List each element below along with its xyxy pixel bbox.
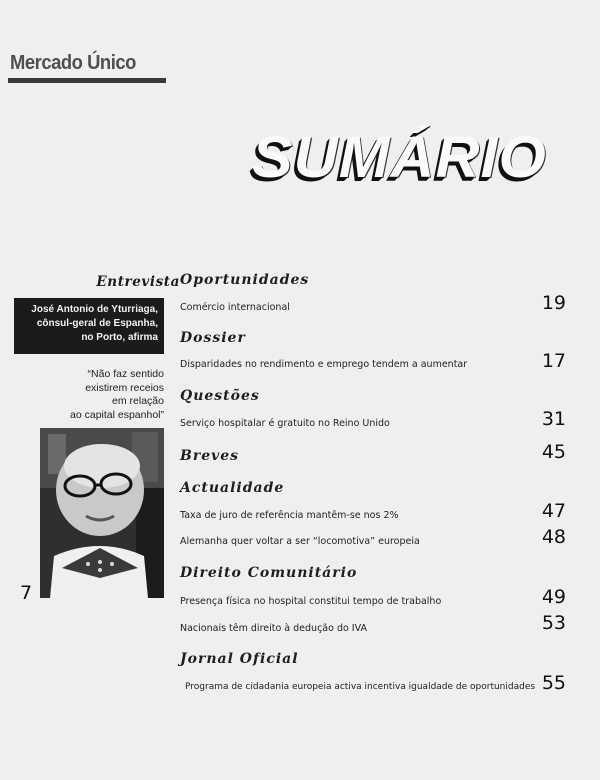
interview-box-line: no Porto, afirma	[81, 332, 158, 343]
page-number: 53	[541, 612, 566, 634]
page-number: 31	[541, 408, 566, 430]
brand-underline	[8, 78, 166, 83]
section-dossier: Dossier	[180, 330, 246, 346]
quote-line: ao capital espanhol”	[70, 408, 164, 421]
page-number: 48	[541, 526, 566, 548]
section-jornal-oficial: Jornal Oficial	[180, 651, 299, 667]
interview-box	[14, 298, 164, 354]
article-item: Taxa de juro de referência mantêm-se nos 2%	[180, 510, 399, 521]
article-item: Programa de cidadania europeia activa incentiva igualdade de oportunidades	[185, 682, 536, 692]
section-actualidade: Actualidade	[180, 480, 285, 496]
article-item: Presença física no hospital constitui tempo de trabalho	[180, 596, 442, 607]
quote-line: existirem receios	[85, 381, 164, 394]
portrait-icon	[40, 428, 164, 598]
page-number: 49	[541, 586, 566, 608]
page-number: 17	[541, 350, 566, 372]
interview-quote	[14, 368, 164, 422]
page-number: 45	[541, 441, 566, 463]
interview-label: Entrevista	[96, 274, 180, 290]
section-oportunidades: Oportunidades	[180, 272, 310, 288]
article-item: Nacionais têm direito à dedução do IVA	[180, 623, 368, 634]
section-questoes: Questões	[180, 388, 260, 404]
article-item: Comércio internacional	[180, 302, 290, 313]
quote-line: “Não faz sentido	[87, 368, 164, 380]
quote-line: em relação	[112, 395, 164, 407]
page-title: SUMÁRIO	[252, 125, 547, 190]
article-item: Alemanha quer voltar a ser “locomotiva” europeia	[180, 536, 420, 547]
portrait-photo	[40, 428, 164, 598]
interview-page-number: 7	[20, 582, 33, 604]
section-direito-comunitario: Direito Comunitário	[180, 565, 358, 581]
article-item: Serviço hospitalar é gratuito no Reino Unido	[180, 418, 390, 429]
section-breves: Breves	[180, 448, 240, 464]
page-number: 55	[541, 672, 566, 694]
page-number: 19	[541, 292, 566, 314]
interview-box-line: José Antonio de Yturriaga,	[31, 304, 158, 315]
page-number: 47	[541, 500, 566, 522]
interview-box-line: cônsul-geral de Espanha,	[36, 318, 158, 329]
article-item: Disparidades no rendimento e emprego tendem a aumentar	[180, 359, 468, 370]
brand-title: Mercado Único	[10, 52, 136, 74]
